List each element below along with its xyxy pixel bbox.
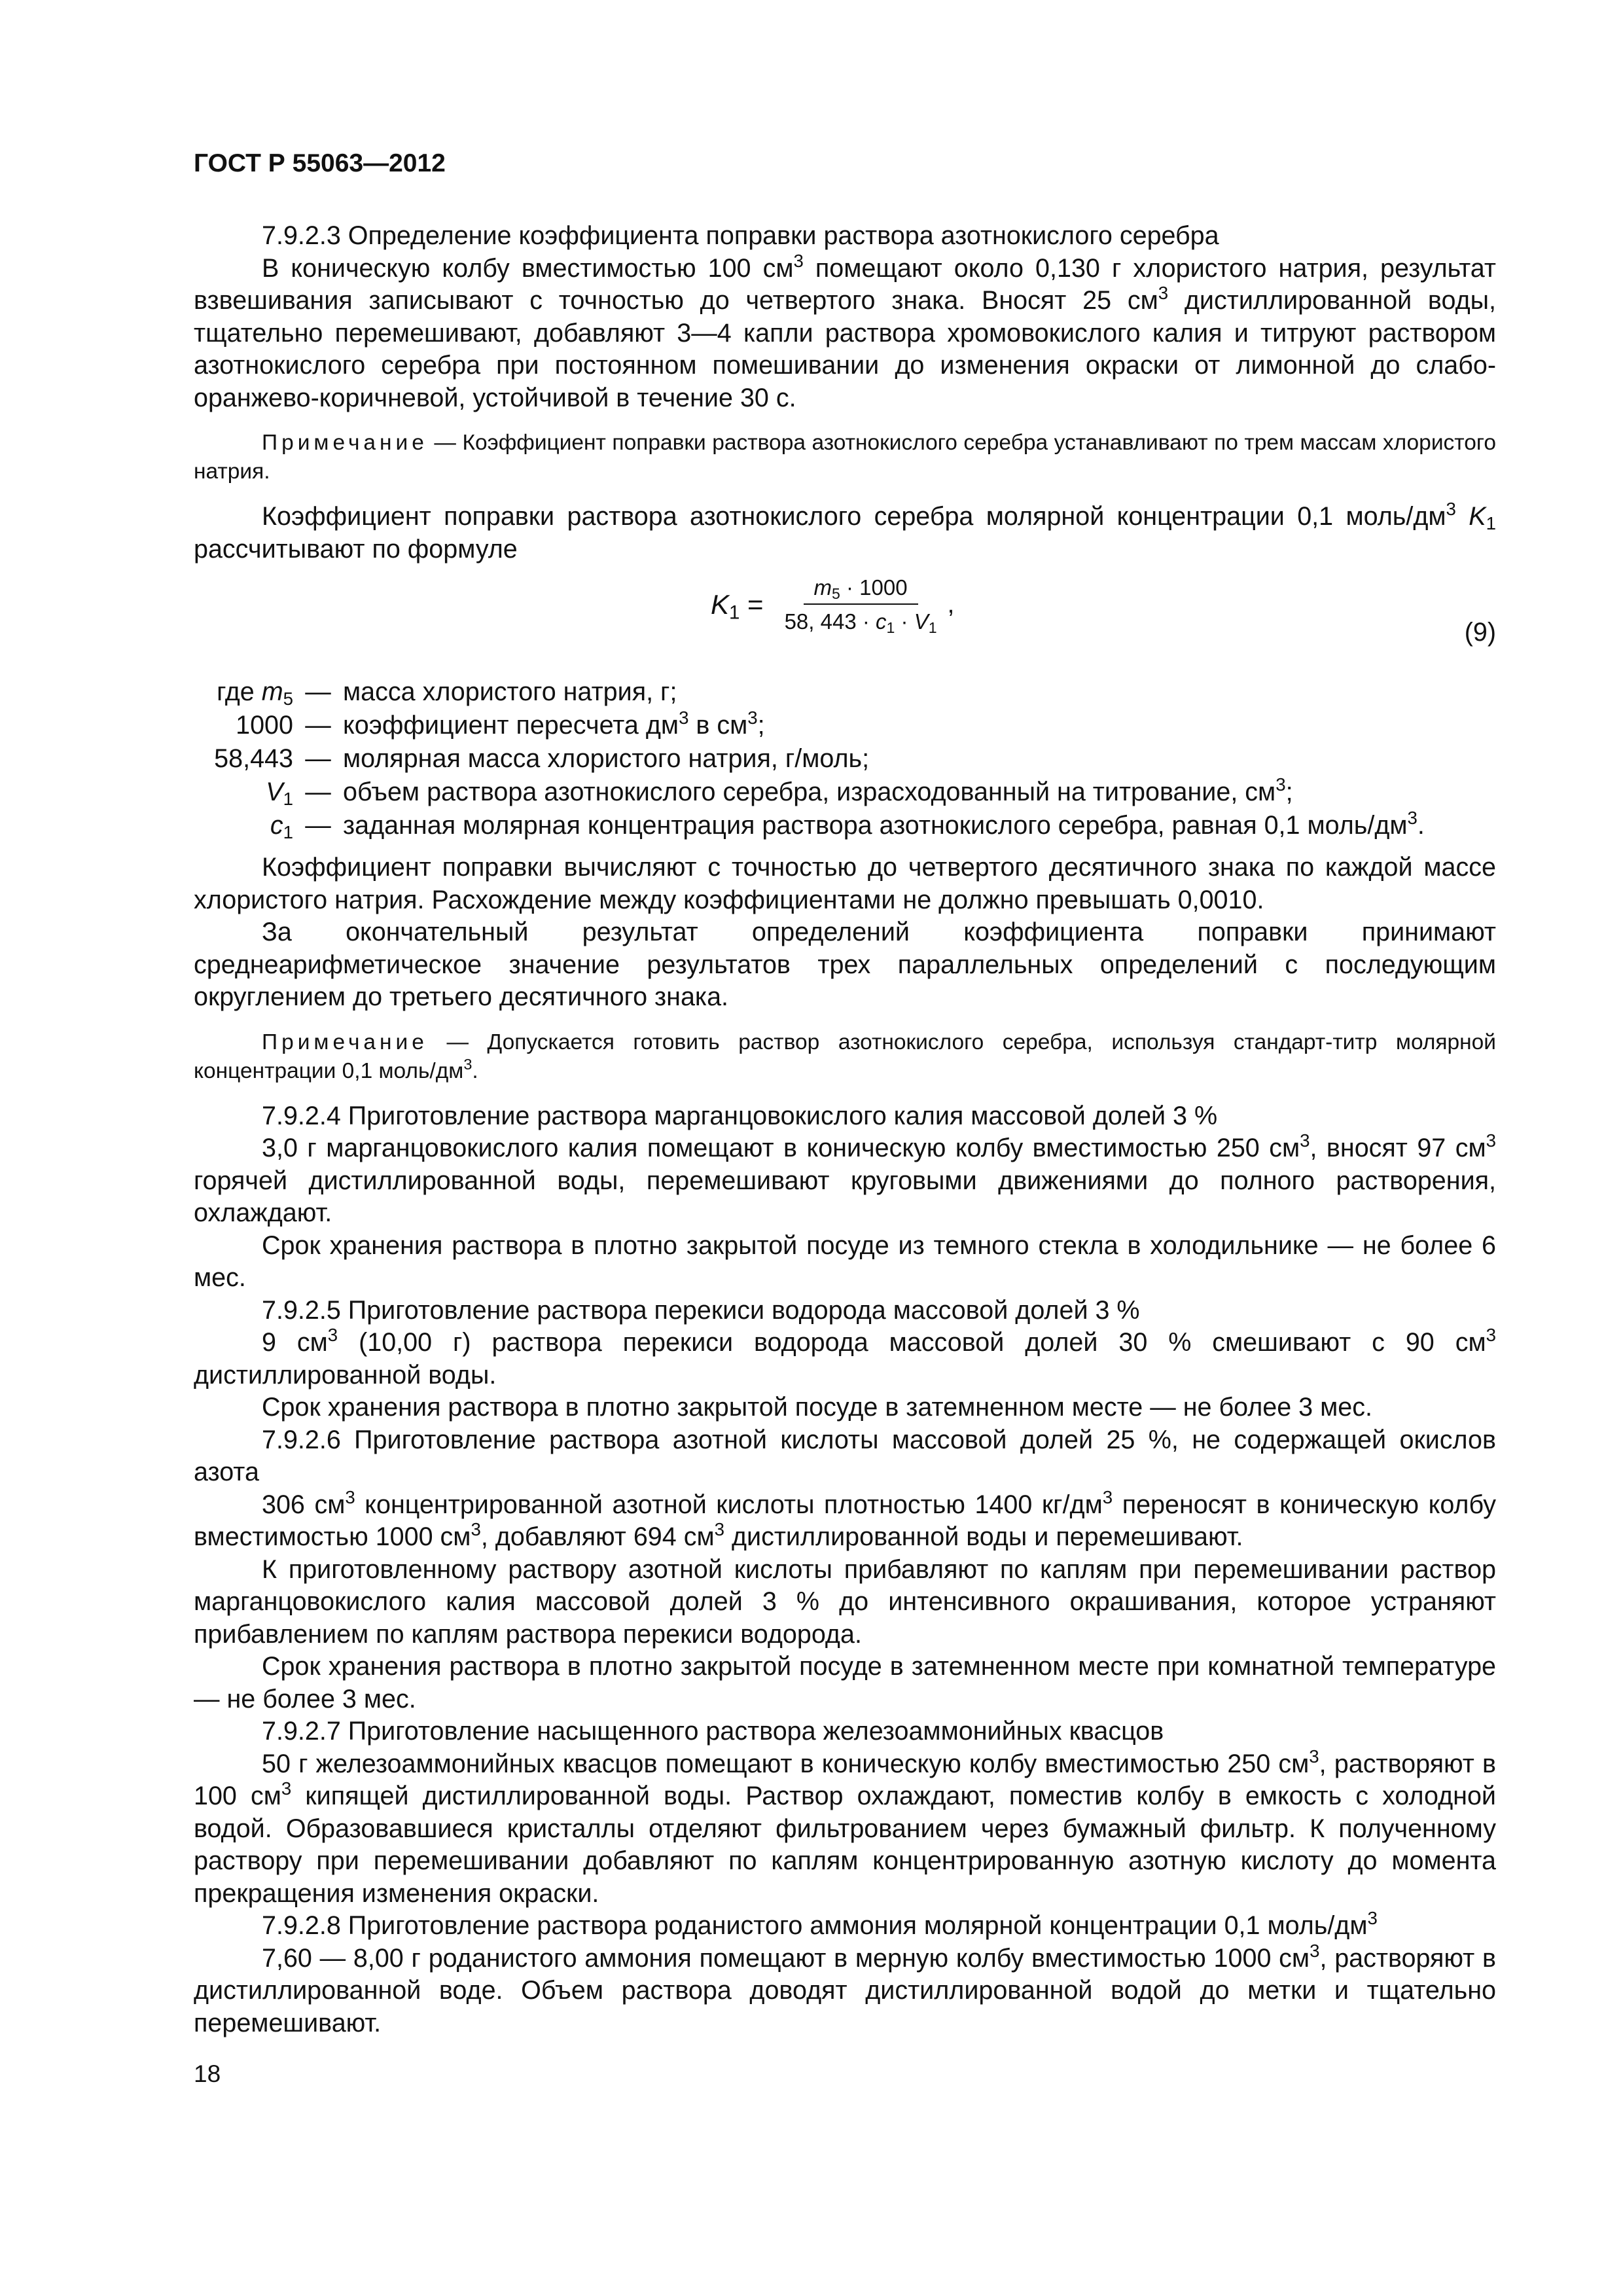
page-number: 18 <box>194 2060 221 2087</box>
paragraph: В коническую колбу вместимостью 100 $см^3$ помещают около 0,130 г хлористого натрия, результат взвешивания записывают с точностью до четвертого знака. Вносят 25 $см^3$ дистиллированной воды, тщательно перемешивают, добавляют 3—4 капли раствора хромовокислого калия и титруют раствором азотнокислого серебра при постоянном помешивании до изменения окраски от лимонной до слабо-оранжево-коричневой, устойчивой в течение 30 с. <box>194 250 1496 412</box>
paragraph: Срок хранения раствора в плотно закрытой посуде в затемненном месте — не более 3 мес. <box>262 1393 1372 1422</box>
section-title-7928: 7.9.2.8 Приготовление раствора роданистого аммония молярной концентрации 0,1 моль/$дм^3$ <box>262 1907 1378 1940</box>
legend-row: $V_1$ — объем раствора азотнокислого серебра, израсходованный на титрование, $см^3$; <box>266 774 1293 809</box>
note-1: Примечание — Коэффициент поправки раствора азотнокислого серебра устанавливают по трем массам хлористого натрия. <box>194 431 1496 484</box>
section-title-7927: 7.9.2.7 Приготовление насыщенного раствора железоаммонийных квасцов <box>262 1717 1164 1746</box>
section-title-7923: 7.9.2.3 Определение коэффициента поправки раствора азотнокислого серебра <box>262 221 1219 250</box>
paragraph: 50 г железоаммонийных квасцов помещают в коническую колбу вместимостью 250 $см^3$, растворяют в 100 $см^3$ кипящей дистиллированной воды. Раствор охлаждают, поместив колбу в емкость с холодной водой. Образовавшиеся кристаллы отделяют фильтрованием через бумажный фильтр. К полученному раствору при перемешивании добавляют по каплям концентрированную азотную кислоту до момента прекращения изменения окраски. <box>194 1746 1496 1908</box>
paragraph: 306 $см^3$ концентрированной азотной кислоты плотностью 1400 $кг/дм^3$ переносят в коническую колбу вместимостью 1000 $см^3$, добавляют 694 $см^3$ дистиллированной воды и перемешивают. <box>194 1486 1496 1551</box>
paragraph: 7,60 — 8,00 г роданистого аммония помещают в мерную колбу вместимостью 1000 $см^3$, растворяют в дистиллированной воде. Объем раствора доводят дистиллированной водой до метки и тщательно перемешивают. <box>194 1940 1496 2037</box>
paragraph: 9 $см^3$ (10,00 г) раствора перекиси водорода массовой долей 30 % смешивают с 90 $см^3$ дистиллированной воды. <box>194 1324 1496 1390</box>
paragraph: Срок хранения раствора в плотно закрытой посуде в затемненном месте при комнатной температуре — не более 3 мес. <box>194 1652 1496 1713</box>
document-body <box>194 220 1496 2039</box>
paragraph: К приготовленному раствору азотной кислоты прибавляют по каплям при перемешивании раствор марганцовокислого калия массовой долей 3 % до интенсивного окрашивания, которое устраняют прибавлением по каплям раствора перекиси водорода. <box>194 1554 1496 1649</box>
section-title-7924: 7.9.2.4 Приготовление раствора марганцовокислого калия массовой долей 3 % <box>262 1101 1218 1130</box>
paragraph: 3,0 г марганцовокислого калия помещают в коническую колбу вместимостью 250 $см^3$, вносят 97 $см^3$ горячей дистиллированной воды, перемешивают круговыми движениями до полного растворения, охлаждают. <box>194 1130 1496 1227</box>
legend-row: где $m_5$ — масса хлористого натрия, г; <box>217 677 677 709</box>
section-title-7925: 7.9.2.5 Приготовление раствора перекиси водорода массовой долей 3 % <box>262 1295 1140 1325</box>
legend-row: $c_1$ — заданная молярная концентрация раствора азотнокислого серебра, равная 0,1 моль/$дм^3$. <box>270 807 1425 842</box>
formula-fraction: $\frac{m_5 \cdot 1000}{58, 443 \cdot c_1 \cdot V_1}$ <box>774 573 948 636</box>
paragraph: Коэффициент поправки раствора азотнокислого серебра молярной концентрации 0,1 моль/$дм^3$ $K_1$ рассчитывают по формуле <box>194 498 1496 564</box>
formula-number: (9) <box>1464 618 1496 647</box>
legend-row: 1000 — коэффициент пересчета $дм^3$ в $см^3$; <box>236 707 765 740</box>
section-title-7926: 7.9.2.6 Приготовление раствора азотной кислоты массовой долей 25 %, не содержащей окислов азота <box>194 1425 1496 1486</box>
paragraph: За окончательный результат определений коэффициента поправки принимают среднеарифметическое значение результатов трех параллельных определений с последующим округлением до третьего десятичного знака. <box>194 918 1496 1011</box>
note-2: Примечание — Допускается готовить раствор азотнокислого серебра, используя стандарт-титр молярной концентрации 0,1 моль/$дм^3$. <box>194 1030 1496 1083</box>
formula-9: $K_1$ = $\frac{m_5 \cdot 1000}{58, 443 \cdot c_1 \cdot V_1}$ , (9) <box>194 571 1496 669</box>
legend-row: 58,443 — молярная масса хлористого натрия, г/моль; <box>214 744 870 773</box>
document-header: ГОСТ Р 55063—2012 <box>194 149 446 177</box>
paragraph: Коэффициент поправки вычисляют с точностью до четвертого десятичного знака по каждой массе хлористого натрия. Расхождение между коэффициентами не должно превышать 0,0010. <box>194 853 1496 914</box>
formula-legend <box>194 675 1496 842</box>
paragraph: Срок хранения раствора в плотно закрытой посуде из темного стекла в холодильнике — не более 6 мес. <box>194 1230 1496 1292</box>
